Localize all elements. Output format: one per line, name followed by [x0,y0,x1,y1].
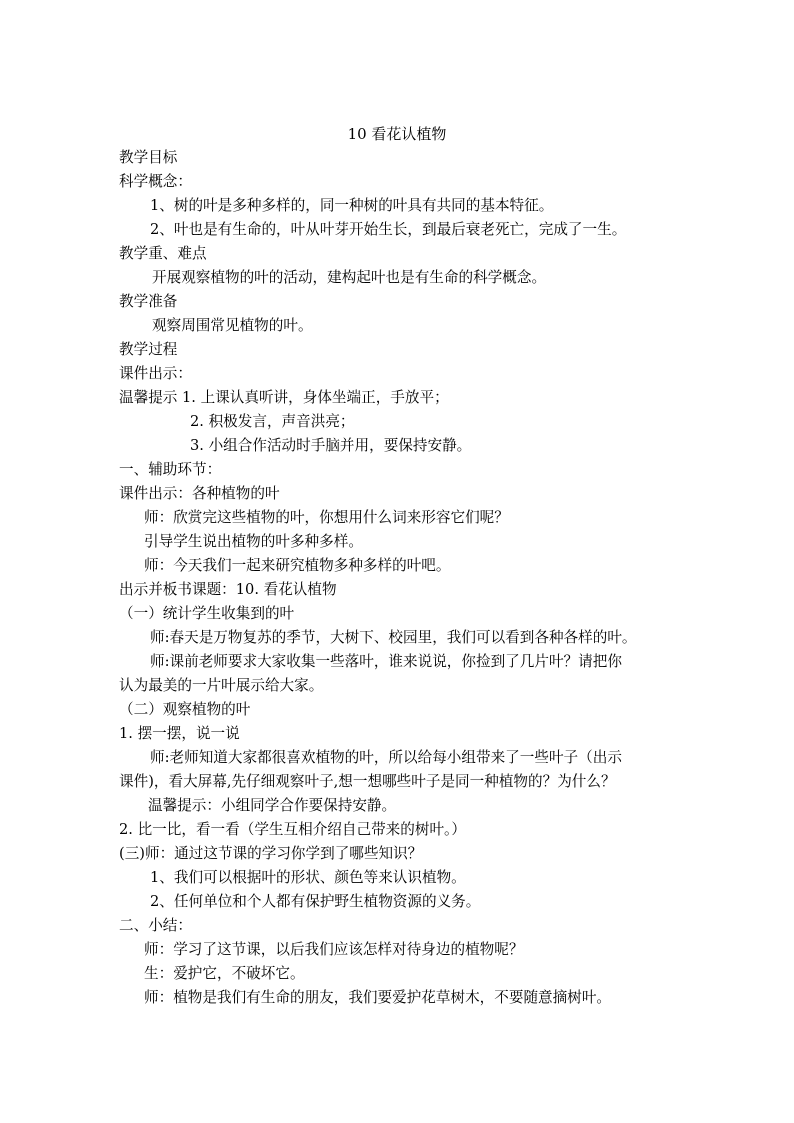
teacher-conclusion: 师：植物是我们有生命的朋友，我们要爱护花草树木，不要随意摘树叶。 [144,989,612,1006]
learned-item-2: 2、任何单位和个人都有保护野生植物资源的义务。 [150,893,481,910]
guide-students: 引导学生说出植物的叶多种多样。 [144,533,363,550]
teacher-line-2: 师：今天我们一起来研究植物多种多样的叶吧。 [144,557,451,574]
heading-science-concept: 科学概念： [119,173,192,190]
teacher-spring: 师:春天是万物复苏的季节，大树下、校园里，我们可以看到各种各样的叶。 [150,629,637,646]
reminder-quiet: 温馨提示：小组同学合作要保持安静。 [148,797,397,814]
teacher-summary-question: 师：学习了这节课，以后我们应该怎样对待身边的植物呢？ [144,941,524,958]
activity-1: 1. 摆一摆，说一说 [119,725,240,742]
teacher-collect-cont: 认为最美的一片叶展示给大家。 [119,677,324,694]
document-title: 10 看花认植物 [347,125,447,143]
concept-item-2: 2、叶也是有生命的，叶从叶芽开始生长，到最后衰老死亡，完成了一生。 [150,221,627,238]
learned-item-1: 1、我们可以根据叶的形状、颜色等来认识植物。 [150,869,466,886]
subsection-2: （二）观察植物的叶 [119,701,251,718]
courseware-show: 课件出示： [119,365,192,382]
courseware-leaves: 课件出示：各种植物的叶 [119,485,280,502]
reminder-item-1: 温馨提示 1. 上课认真听讲，身体坐端正，手放平； [119,389,449,406]
section-auxiliary: 一、辅助环节： [119,461,222,478]
subsection-1: （一）统计学生收集到的叶 [119,605,295,622]
heading-preparation: 教学准备 [119,293,178,310]
reminder-item-2: 2. 积极发言，声音洪亮； [190,413,355,430]
subsection-3: (三)师：通过这节课的学习你学到了哪些知识？ [119,845,423,862]
heading-teaching-goals: 教学目标 [119,149,178,166]
section-summary: 二、小结： [119,917,192,934]
show-topic: 出示并板书课题：10. 看花认植物 [119,581,337,598]
teacher-collect: 师:课前老师要求大家收集一些落叶，谁来说说，你捡到了几片叶？请把你 [150,653,622,670]
activity-2: 2. 比一比，看一看（学生互相介绍自己带来的树叶。） [119,821,466,838]
heading-key-points: 教学重、难点 [119,245,207,262]
teacher-line-1: 师：欣赏完这些植物的叶，你想用什么词来形容它们呢？ [144,509,509,526]
key-points-text: 开展观察植物的叶的活动，建构起叶也是有生命的科学概念。 [152,269,547,286]
student-answer: 生：爱护它，不破坏它。 [144,965,305,982]
heading-teaching-process: 教学过程 [119,341,178,358]
teacher-observe-cont: 课件)，看大屏幕,先仔细观察叶子,想一想哪些叶子是同一种植物的？为什么？ [119,773,616,790]
teacher-observe: 师:老师知道大家都很喜欢植物的叶，所以给每小组带来了一些叶子（出示 [150,749,622,766]
reminder-item-3: 3. 小组合作活动时手脑并用，要保持安静。 [190,437,472,454]
preparation-text: 观察周围常见植物的叶。 [152,317,313,334]
concept-item-1: 1、树的叶是多种多样的，同一种树的叶具有共同的基本特征。 [150,197,554,214]
